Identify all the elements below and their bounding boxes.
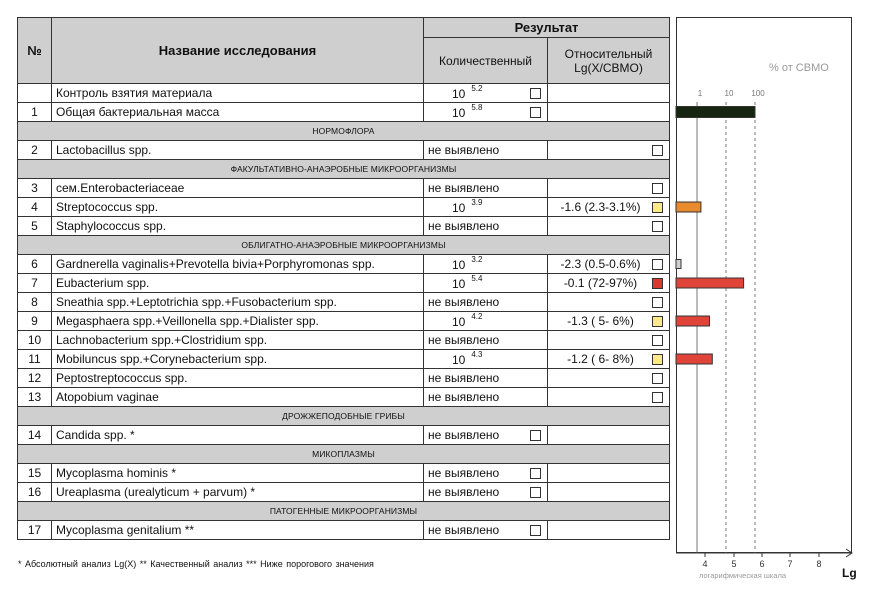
row-number: 12	[18, 369, 52, 388]
section-row	[18, 160, 670, 179]
row-number: 8	[18, 293, 52, 312]
table-row	[18, 255, 670, 274]
table-row	[18, 179, 670, 198]
quant-cell	[424, 464, 548, 483]
section-row	[18, 236, 670, 255]
row-number: 3	[18, 179, 52, 198]
scale-caption: логарифмическая шкала	[699, 571, 787, 580]
section-row	[18, 502, 670, 521]
section-title: ОБЛИГАТНО-АНАЭРОБНЫЕ МИКРООРГАНИЗМЫ	[18, 236, 670, 255]
test-name: Общая бактериальная масса	[52, 103, 424, 122]
quant-exponent: 5.4	[471, 273, 483, 283]
relative-cell	[548, 369, 670, 388]
pct-tick-label: 10	[724, 89, 734, 98]
table-row	[18, 274, 670, 293]
quant-value: не выявлено	[428, 295, 500, 309]
relative-cell	[548, 293, 670, 312]
table-row	[18, 312, 670, 331]
quant-value: 10 $^{5.4}$	[452, 273, 483, 291]
header-name: Название исследования	[52, 18, 424, 84]
header-relative-line1: Относительный	[564, 46, 653, 61]
relative-cell	[548, 103, 670, 122]
row-number: 4	[18, 198, 52, 217]
test-name: Mobiluncus spp.+Corynebacterium spp.	[52, 350, 424, 369]
table-row	[18, 464, 670, 483]
table-row	[18, 331, 670, 350]
quant-value: 10 $^{3.2}$	[452, 254, 483, 272]
bar-row-4	[676, 202, 701, 212]
row-number: 13	[18, 388, 52, 407]
test-name: Candida spp. *	[52, 426, 424, 445]
relative-cell	[548, 84, 670, 103]
bar-row-7	[676, 278, 744, 288]
table-row	[18, 483, 670, 502]
relative-cell	[548, 388, 670, 407]
quant-value: не выявлено	[428, 523, 500, 537]
relative-cell	[548, 217, 670, 236]
test-name: Peptostreptococcus spp.	[52, 369, 424, 388]
relative-cell	[548, 141, 670, 160]
footnote: * Абсолютный анализ Lg(X) ** Качественный анализ *** Ниже порогового значения	[18, 559, 374, 569]
pct-tick-label: 100	[751, 89, 765, 98]
table-row	[18, 198, 670, 217]
relative-cell	[548, 274, 670, 293]
quant-cell	[424, 369, 548, 388]
checkbox-icon	[530, 525, 541, 536]
row-number: 9	[18, 312, 52, 331]
x-tick-label: 4	[702, 559, 708, 569]
indicator-box-icon	[652, 373, 663, 384]
quant-value: не выявлено	[428, 485, 500, 499]
test-name: Sneathia spp.+Leptotrichia spp.+Fusobacterium spp.	[52, 293, 424, 312]
row-number: 1	[18, 103, 52, 122]
quant-exponent: 5.2	[471, 83, 483, 93]
test-name: Контроль взятия материала	[52, 84, 424, 103]
table-row	[18, 426, 670, 445]
quant-cell	[424, 255, 548, 274]
table-row	[18, 521, 670, 540]
x-tick-label: 5	[731, 559, 737, 569]
indicator-box-icon	[652, 335, 663, 346]
x-tick-label: 8	[816, 559, 822, 569]
x-tick-label: 6	[759, 559, 765, 569]
relative-value: -2.3 (0.5-0.6%)	[560, 257, 641, 271]
indicator-box-icon	[652, 392, 663, 403]
quant-exponent: 3.2	[471, 254, 483, 264]
indicator-box-icon	[652, 278, 663, 289]
quant-exponent: 5.8	[471, 102, 483, 112]
row-number: 17	[18, 521, 52, 540]
quant-value: 10 $^{4.2}$	[452, 311, 483, 329]
relative-cell	[548, 464, 670, 483]
quant-value: не выявлено	[428, 428, 500, 442]
quant-value: не выявлено	[428, 371, 500, 385]
section-title: МИКОПЛАЗМЫ	[18, 445, 670, 464]
relative-cell	[548, 426, 670, 445]
test-name: Staphylococcus spp.	[52, 217, 424, 236]
bar-row-1	[676, 107, 755, 118]
quant-cell	[424, 84, 548, 103]
quant-cell	[424, 103, 548, 122]
quant-exponent: 4.3	[471, 349, 483, 359]
quant-cell	[424, 312, 548, 331]
header-result: Результат	[424, 18, 670, 38]
row-number: 15	[18, 464, 52, 483]
row-number: 16	[18, 483, 52, 502]
row-number: 10	[18, 331, 52, 350]
checkbox-icon	[530, 107, 541, 118]
bar-row-9	[676, 316, 709, 326]
indicator-box-icon	[652, 297, 663, 308]
checkbox-icon	[530, 88, 541, 99]
quant-cell	[424, 350, 548, 369]
indicator-box-icon	[652, 259, 663, 270]
header-num: №	[18, 18, 52, 84]
relative-cell	[548, 483, 670, 502]
relative-value: -1.6 (2.3-3.1%)	[560, 200, 641, 214]
section-title: ДРОЖЖЕПОДОБНЫЕ ГРИБЫ	[18, 407, 670, 426]
relative-cell	[548, 350, 670, 369]
section-row	[18, 407, 670, 426]
quant-cell	[424, 426, 548, 445]
relative-value: -1.2 ( 6- 8%)	[567, 352, 634, 366]
quant-value: не выявлено	[428, 466, 500, 480]
results-body	[18, 84, 670, 540]
pct-caption: % от СВМО	[769, 62, 829, 74]
header-relative-line2: Lg(X/СВМО)	[574, 60, 643, 75]
row-number: 6	[18, 255, 52, 274]
row-number	[18, 84, 52, 103]
chart-panel	[676, 17, 852, 569]
test-name: Lactobacillus spp.	[52, 141, 424, 160]
test-name: сем.Enterobacteriaceae	[52, 179, 424, 198]
row-number: 7	[18, 274, 52, 293]
checkbox-icon	[530, 487, 541, 498]
relative-cell	[548, 312, 670, 331]
section-row	[18, 445, 670, 464]
quant-value: 10 $^{4.3}$	[452, 349, 483, 367]
indicator-box-icon	[652, 221, 663, 232]
chart-svg	[676, 17, 852, 577]
relative-value: -1.3 ( 5- 6%)	[567, 314, 634, 328]
quant-value: не выявлено	[428, 143, 500, 157]
section-title: НОРМОФЛОРА	[18, 122, 670, 141]
relative-cell	[548, 179, 670, 198]
header-quantitative: Количественный	[424, 38, 548, 84]
bar-row-11	[676, 354, 712, 364]
relative-cell	[548, 198, 670, 217]
relative-cell	[548, 521, 670, 540]
section-title: ПАТОГЕННЫЕ МИКРООРГАНИЗМЫ	[18, 502, 670, 521]
test-name: Mycoplasma genitalium **	[52, 521, 424, 540]
indicator-box-icon	[652, 354, 663, 365]
relative-value: -0.1 (72-97%)	[563, 276, 638, 290]
header-relative	[548, 38, 670, 84]
relative-cell	[548, 255, 670, 274]
quant-value: 10 $^{5.2}$	[452, 83, 483, 101]
quant-cell	[424, 331, 548, 350]
test-name: Mycoplasma hominis *	[52, 464, 424, 483]
quant-cell	[424, 388, 548, 407]
row-number: 14	[18, 426, 52, 445]
section-row	[18, 122, 670, 141]
relative-cell	[548, 331, 670, 350]
quant-value: не выявлено	[428, 390, 500, 404]
table-row	[18, 293, 670, 312]
test-name: Atopobium vaginae	[52, 388, 424, 407]
test-name: Lachnobacterium spp.+Clostridium spp.	[52, 331, 424, 350]
indicator-box-icon	[652, 316, 663, 327]
indicator-box-icon	[652, 202, 663, 213]
quant-value: 10 $^{3.9}$	[452, 197, 483, 215]
table-row	[18, 350, 670, 369]
checkbox-icon	[530, 468, 541, 479]
axis-lg-label: Lg	[842, 566, 857, 580]
x-tick-label: 7	[787, 559, 793, 569]
quant-cell	[424, 274, 548, 293]
quant-value: 10 $^{5.8}$	[452, 102, 483, 120]
pct-tick-label: 1	[697, 89, 703, 98]
test-name: Streptococcus spp.	[52, 198, 424, 217]
test-name: Ureaplasma (urealyticum + parvum) *	[52, 483, 424, 502]
table-row	[18, 388, 670, 407]
table-row	[18, 217, 670, 236]
test-name: Gardnerella vaginalis+Prevotella bivia+Porphyromonas spp.	[52, 255, 424, 274]
quant-cell	[424, 293, 548, 312]
quant-value: не выявлено	[428, 219, 500, 233]
quant-cell	[424, 198, 548, 217]
section-title: ФАКУЛЬТАТИВНО-АНАЭРОБНЫЕ МИКРООРГАНИЗМЫ	[18, 160, 670, 179]
table-row	[18, 84, 670, 103]
test-name: Megasphaera spp.+Veillonella spp.+Dialister spp.	[52, 312, 424, 331]
table-row	[18, 103, 670, 122]
bar-row-6	[676, 260, 681, 269]
quant-value: не выявлено	[428, 333, 500, 347]
row-number: 5	[18, 217, 52, 236]
quant-cell	[424, 217, 548, 236]
quant-cell	[424, 179, 548, 198]
quant-cell	[424, 521, 548, 540]
quant-exponent: 3.9	[471, 197, 483, 207]
row-number: 11	[18, 350, 52, 369]
indicator-box-icon	[652, 183, 663, 194]
quant-value: не выявлено	[428, 181, 500, 195]
test-name: Eubacterium spp.	[52, 274, 424, 293]
table-row	[18, 141, 670, 160]
indicator-box-icon	[652, 145, 663, 156]
quant-cell	[424, 141, 548, 160]
table-row	[18, 369, 670, 388]
quant-cell	[424, 483, 548, 502]
row-number: 2	[18, 141, 52, 160]
checkbox-icon	[530, 430, 541, 441]
quant-exponent: 4.2	[471, 311, 483, 321]
results-table	[17, 17, 670, 540]
